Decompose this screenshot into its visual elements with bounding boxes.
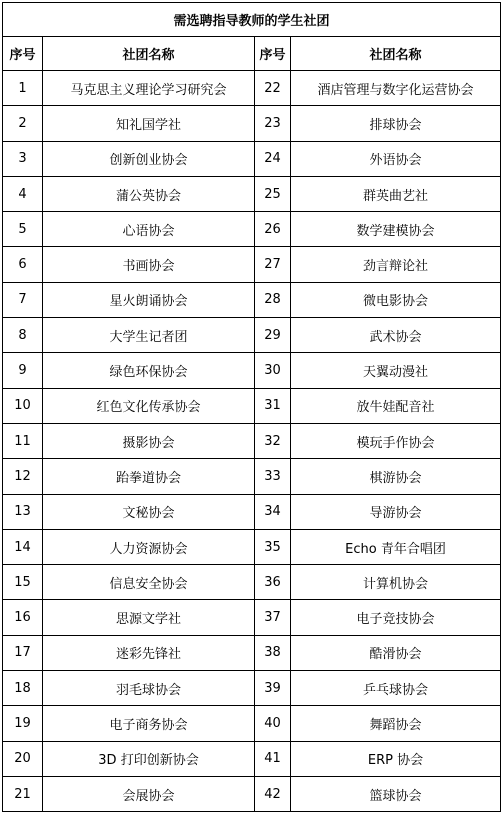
table-row [3,176,501,211]
club-name-right: 排球协会 [291,106,501,141]
row-index-right: 28 [255,282,291,317]
row-index-right: 42 [255,776,291,811]
row-index-left: 14 [3,529,43,564]
table-row [3,494,501,529]
table-row [3,671,501,706]
table-row [3,459,501,494]
table-row [3,600,501,635]
table-title-row [3,3,501,37]
club-name-right: 天翼动漫社 [291,353,501,388]
club-name-right: Echo 青年合唱团 [291,529,501,564]
club-name-right: 电子竞技协会 [291,600,501,635]
club-name-left: 红色文化传承协会 [43,388,255,423]
club-name-left: 跆拳道协会 [43,459,255,494]
club-name-right: 模玩手作协会 [291,423,501,458]
club-name-left: 信息安全协会 [43,565,255,600]
club-name-left: 会展协会 [43,776,255,811]
row-index-left: 9 [3,353,43,388]
row-index-left: 8 [3,318,43,353]
row-index-left: 3 [3,141,43,176]
row-index-left: 13 [3,494,43,529]
row-index-right: 31 [255,388,291,423]
club-name-left: 星火朗诵协会 [43,282,255,317]
column-header-name-right: 社团名称 [291,37,501,71]
table-row [3,741,501,776]
club-name-right: 乒乓球协会 [291,671,501,706]
club-name-right: 计算机协会 [291,565,501,600]
row-index-right: 34 [255,494,291,529]
row-index-left: 12 [3,459,43,494]
table-row [3,635,501,670]
table-row [3,247,501,282]
club-name-left: 文秘协会 [43,494,255,529]
row-index-right: 25 [255,176,291,211]
table-row [3,353,501,388]
row-index-right: 40 [255,706,291,741]
row-index-right: 27 [255,247,291,282]
club-name-right: 数学建模协会 [291,212,501,247]
column-header-name-left: 社团名称 [43,37,255,71]
table-row [3,71,501,106]
club-name-left: 人力资源协会 [43,529,255,564]
row-index-right: 32 [255,423,291,458]
club-name-left: 知礼国学社 [43,106,255,141]
table-row [3,106,501,141]
club-name-left: 思源文学社 [43,600,255,635]
club-name-right: 篮球协会 [291,776,501,811]
row-index-right: 29 [255,318,291,353]
club-name-left: 电子商务协会 [43,706,255,741]
row-index-right: 22 [255,71,291,106]
table-row [3,388,501,423]
table-row [3,706,501,741]
row-index-left: 17 [3,635,43,670]
row-index-left: 15 [3,565,43,600]
table-title: 需选聘指导教师的学生社团 [3,3,501,37]
club-name-right: 舞蹈协会 [291,706,501,741]
table-row [3,141,501,176]
row-index-left: 20 [3,741,43,776]
row-index-right: 23 [255,106,291,141]
table-row [3,565,501,600]
club-name-left: 迷彩先锋社 [43,635,255,670]
row-index-right: 24 [255,141,291,176]
club-name-right: 外语协会 [291,141,501,176]
row-index-left: 16 [3,600,43,635]
row-index-left: 18 [3,671,43,706]
club-name-right: 群英曲艺社 [291,176,501,211]
row-index-left: 6 [3,247,43,282]
club-name-left: 摄影协会 [43,423,255,458]
row-index-left: 19 [3,706,43,741]
club-name-right: ERP 协会 [291,741,501,776]
column-header-index-left: 序号 [3,37,43,71]
row-index-left: 5 [3,212,43,247]
club-name-right: 酷滑协会 [291,635,501,670]
table-body [3,71,501,812]
club-name-left: 心语协会 [43,212,255,247]
table-row [3,318,501,353]
table-header-row [3,37,501,71]
table-row [3,282,501,317]
club-name-left: 3D 打印创新协会 [43,741,255,776]
club-name-right: 导游协会 [291,494,501,529]
club-name-right: 放牛娃配音社 [291,388,501,423]
row-index-left: 21 [3,776,43,811]
column-header-index-right: 序号 [255,37,291,71]
club-name-left: 大学生记者团 [43,318,255,353]
clubs-table [2,2,501,812]
club-name-right: 劲言辩论社 [291,247,501,282]
row-index-right: 35 [255,529,291,564]
row-index-right: 41 [255,741,291,776]
club-name-right: 微电影协会 [291,282,501,317]
row-index-right: 30 [255,353,291,388]
row-index-right: 36 [255,565,291,600]
club-name-left: 蒲公英协会 [43,176,255,211]
row-index-left: 4 [3,176,43,211]
club-name-right: 棋游协会 [291,459,501,494]
club-name-left: 书画协会 [43,247,255,282]
club-name-left: 马克思主义理论学习研究会 [43,71,255,106]
club-name-right: 武术协会 [291,318,501,353]
row-index-right: 33 [255,459,291,494]
table-row [3,212,501,247]
row-index-left: 7 [3,282,43,317]
table-row [3,423,501,458]
club-name-left: 羽毛球协会 [43,671,255,706]
row-index-right: 39 [255,671,291,706]
table-row [3,776,501,811]
row-index-right: 37 [255,600,291,635]
row-index-right: 38 [255,635,291,670]
club-name-left: 绿色环保协会 [43,353,255,388]
table-row [3,529,501,564]
club-name-right: 酒店管理与数字化运营协会 [291,71,501,106]
row-index-left: 1 [3,71,43,106]
row-index-left: 11 [3,423,43,458]
row-index-left: 2 [3,106,43,141]
row-index-right: 26 [255,212,291,247]
row-index-left: 10 [3,388,43,423]
club-name-left: 创新创业协会 [43,141,255,176]
